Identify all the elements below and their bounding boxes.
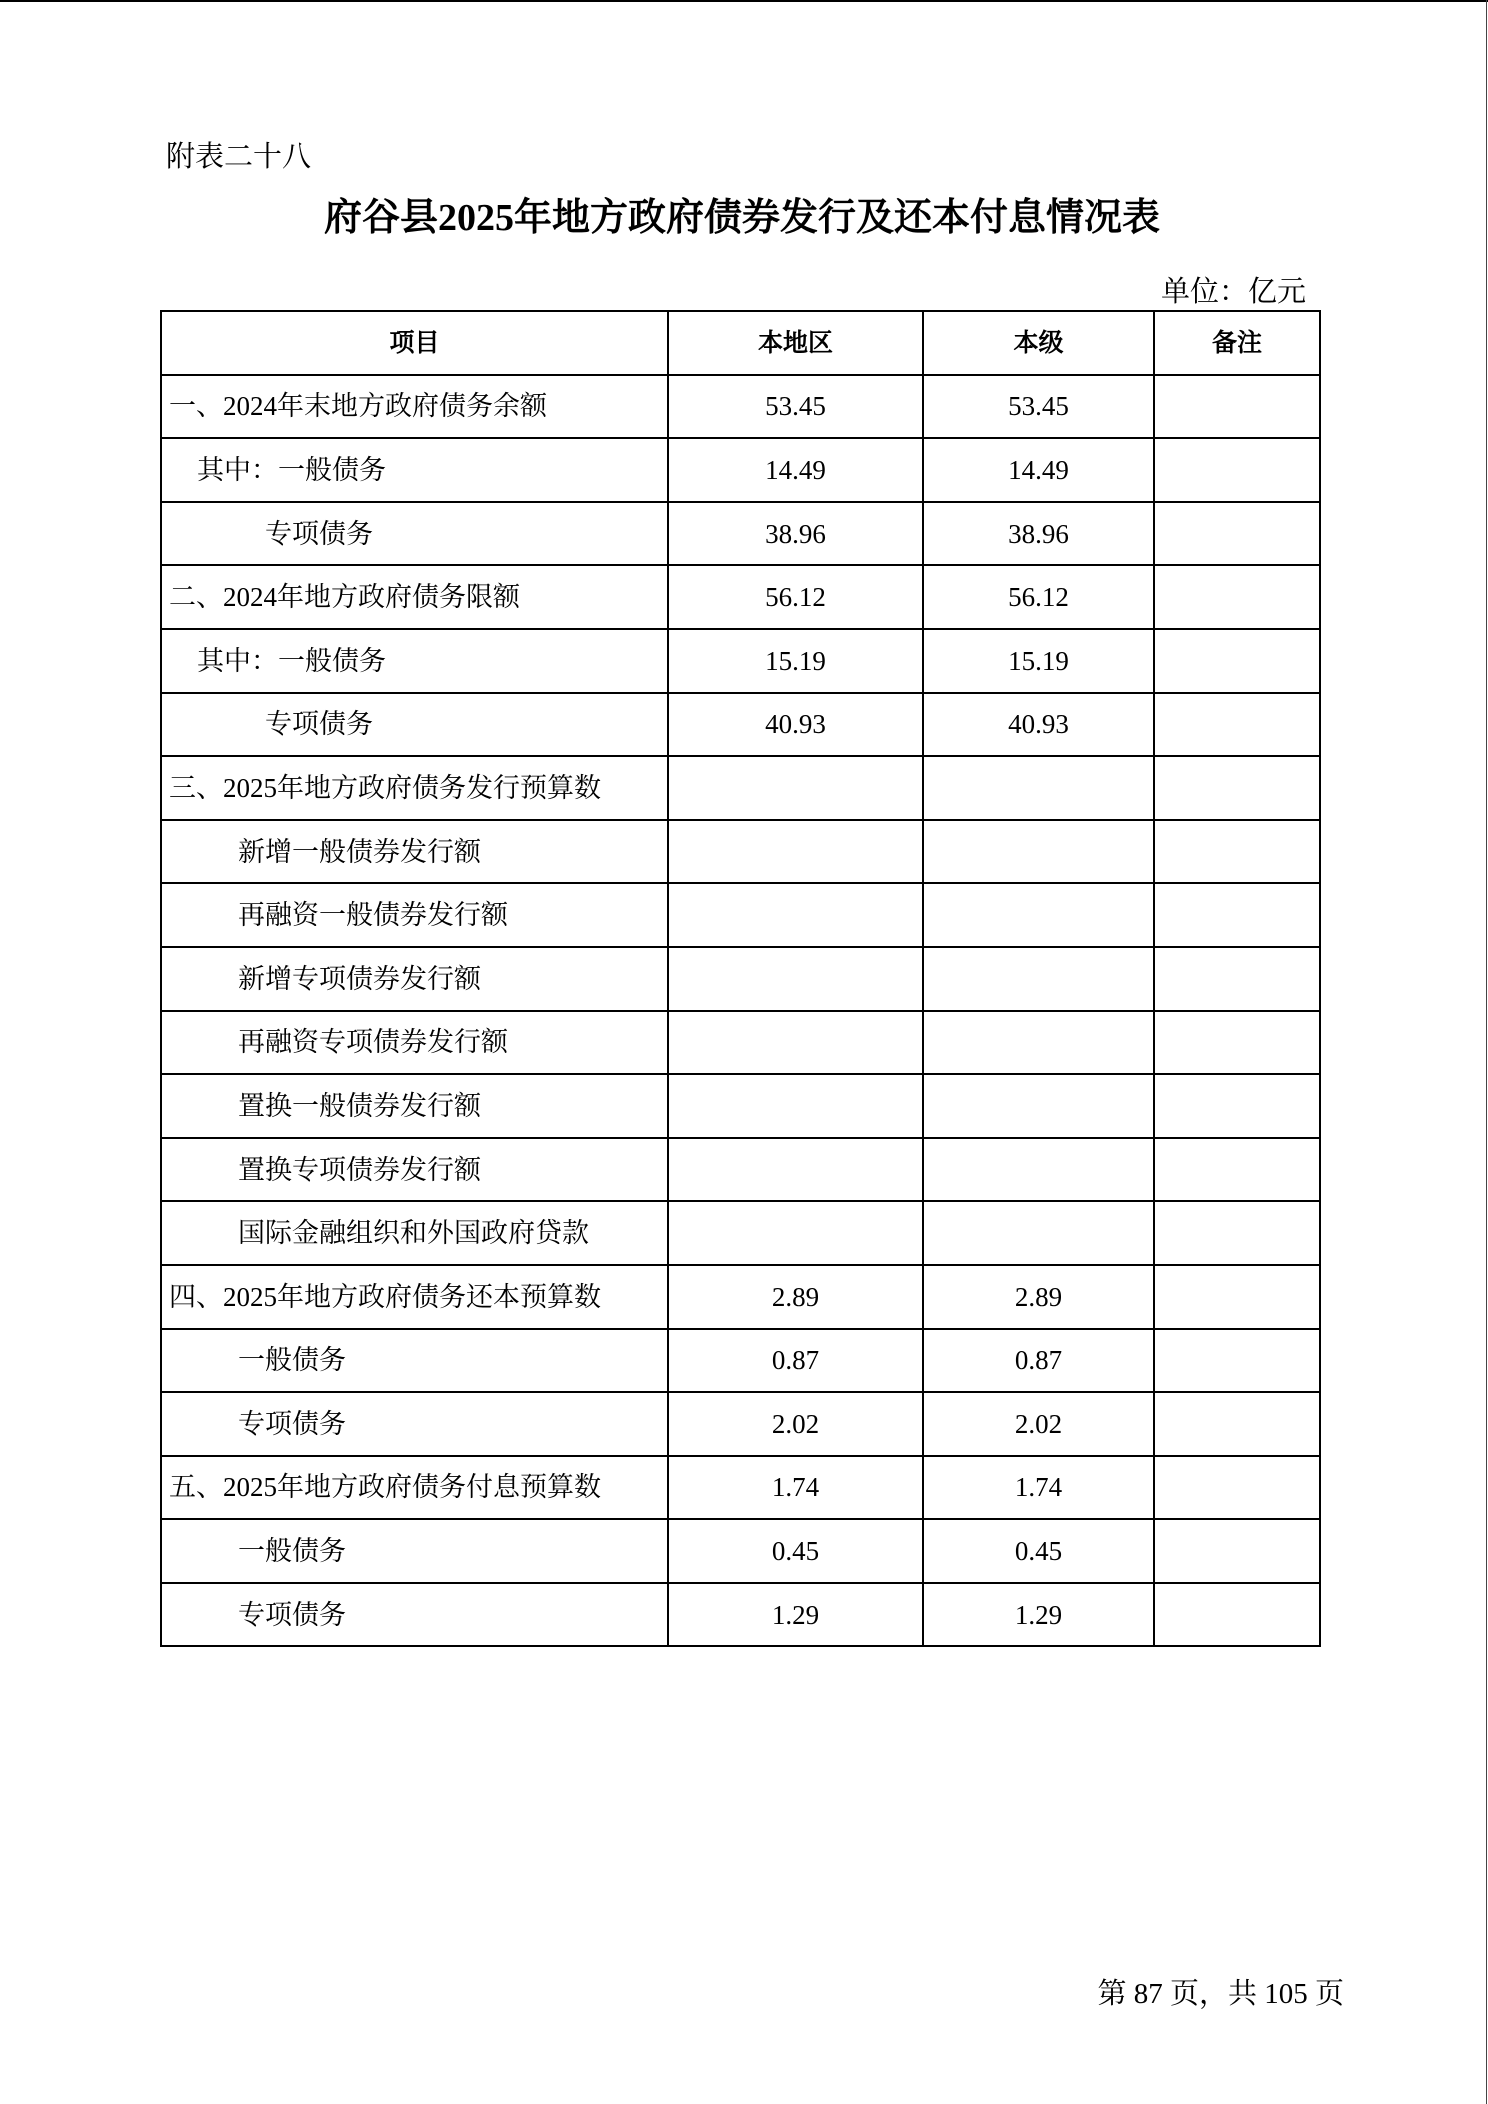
item-cell: 再融资一般债券发行额 [161,883,668,947]
local-region-cell [668,947,923,1011]
same-level-cell: 38.96 [923,502,1154,566]
item-cell: 再融资专项债券发行额 [161,1011,668,1075]
table-row [161,1519,1320,1583]
note-cell [1154,883,1320,947]
item-cell: 二、2024年地方政府债务限额 [161,565,668,629]
table-row [161,693,1320,757]
same-level-cell [923,756,1154,820]
table-row [161,947,1320,1011]
note-cell [1154,375,1320,439]
note-cell [1154,1392,1320,1456]
table-row [161,1392,1320,1456]
local-region-cell: 15.19 [668,629,923,693]
note-cell [1154,1265,1320,1329]
table-row [161,1583,1320,1647]
item-cell: 一、2024年末地方政府债务余额 [161,375,668,439]
table-row [161,502,1320,566]
table-row [161,565,1320,629]
local-region-cell [668,756,923,820]
same-level-cell: 14.49 [923,438,1154,502]
local-region-cell [668,1074,923,1138]
local-region-cell [668,1201,923,1265]
page-border-top [0,0,1488,2]
note-cell [1154,1201,1320,1265]
note-cell [1154,1519,1320,1583]
item-cell: 四、2025年地方政府债务还本预算数 [161,1265,668,1329]
same-level-cell [923,1138,1154,1202]
table-row [161,1456,1320,1520]
local-region-cell: 53.45 [668,375,923,439]
item-cell: 专项债务 [161,1392,668,1456]
note-cell [1154,1583,1320,1647]
same-level-cell: 0.87 [923,1329,1154,1393]
note-cell [1154,1456,1320,1520]
note-cell [1154,1011,1320,1075]
same-level-cell [923,883,1154,947]
appendix-label: 附表二十八 [166,141,312,173]
table-row [161,1329,1320,1393]
item-cell: 一般债务 [161,1329,668,1393]
same-level-cell: 1.74 [923,1456,1154,1520]
note-cell [1154,502,1320,566]
item-cell: 专项债务 [161,693,668,757]
item-cell: 专项债务 [161,502,668,566]
same-level-cell [923,1011,1154,1075]
same-level-cell: 1.29 [923,1583,1154,1647]
item-cell: 其中：一般债务 [161,438,668,502]
local-region-cell: 1.74 [668,1456,923,1520]
local-region-cell: 56.12 [668,565,923,629]
local-region-cell [668,1138,923,1202]
same-level-cell: 53.45 [923,375,1154,439]
table-row [161,629,1320,693]
note-cell [1154,820,1320,884]
local-region-cell [668,883,923,947]
same-level-cell: 40.93 [923,693,1154,757]
table-row [161,1011,1320,1075]
item-cell: 置换专项债券发行额 [161,1138,668,1202]
table-header-row [161,311,1320,375]
item-cell: 新增专项债券发行额 [161,947,668,1011]
same-level-cell [923,820,1154,884]
same-level-cell: 56.12 [923,565,1154,629]
header-local-region: 本地区 [668,311,923,375]
item-cell: 新增一般债券发行额 [161,820,668,884]
table-row [161,375,1320,439]
note-cell [1154,756,1320,820]
table-row [161,1138,1320,1202]
table-row [161,438,1320,502]
local-region-cell: 2.89 [668,1265,923,1329]
page-border-right [1486,0,1487,2104]
same-level-cell [923,1074,1154,1138]
local-region-cell: 40.93 [668,693,923,757]
same-level-cell: 15.19 [923,629,1154,693]
table-row [161,1265,1320,1329]
table-row [161,1074,1320,1138]
page-number-footer: 第 87 页，共 105 页 [1097,1978,1344,2010]
note-cell [1154,947,1320,1011]
local-region-cell: 0.87 [668,1329,923,1393]
item-cell: 一般债务 [161,1519,668,1583]
table-row [161,756,1320,820]
note-cell [1154,1138,1320,1202]
local-region-cell: 0.45 [668,1519,923,1583]
note-cell [1154,1074,1320,1138]
note-cell [1154,629,1320,693]
same-level-cell [923,947,1154,1011]
note-cell [1154,438,1320,502]
header-note: 备注 [1154,311,1320,375]
unit-label: 单位：亿元 [1160,276,1306,308]
debt-table [160,310,1321,1647]
header-item: 项目 [161,311,668,375]
same-level-cell: 2.89 [923,1265,1154,1329]
local-region-cell [668,820,923,884]
table-row [161,1201,1320,1265]
item-cell: 三、2025年地方政府债务发行预算数 [161,756,668,820]
note-cell [1154,693,1320,757]
page-title: 府谷县2025年地方政府债券发行及还本付息情况表 [323,197,1160,239]
note-cell [1154,1329,1320,1393]
item-cell: 置换一般债券发行额 [161,1074,668,1138]
table-row [161,883,1320,947]
same-level-cell: 0.45 [923,1519,1154,1583]
item-cell: 五、2025年地方政府债务付息预算数 [161,1456,668,1520]
same-level-cell [923,1201,1154,1265]
local-region-cell: 38.96 [668,502,923,566]
item-cell: 专项债务 [161,1583,668,1647]
same-level-cell: 2.02 [923,1392,1154,1456]
local-region-cell [668,1011,923,1075]
local-region-cell: 14.49 [668,438,923,502]
item-cell: 国际金融组织和外国政府贷款 [161,1201,668,1265]
item-cell: 其中：一般债务 [161,629,668,693]
table-row [161,820,1320,884]
local-region-cell: 2.02 [668,1392,923,1456]
local-region-cell: 1.29 [668,1583,923,1647]
note-cell [1154,565,1320,629]
header-same-level: 本级 [923,311,1154,375]
